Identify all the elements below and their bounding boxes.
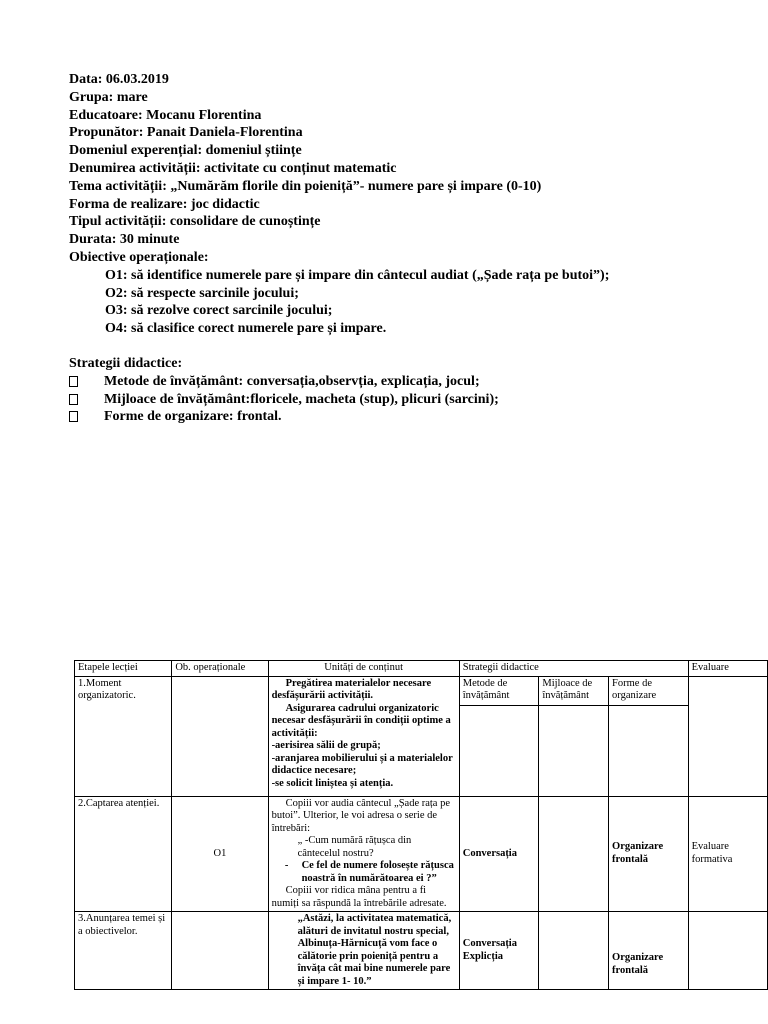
col-header-objectives: Ob. operaționale xyxy=(172,661,268,677)
content-cell: Copiii vor audia cântecul „Șade rața pe butoi”. Ulterior, le voi adresa o serie de întrebări: „ -Cum numără rățușca din cântecelul nostru? - Ce fel de numere folosește rățusca noastră în numărătoarea ei ?” Copiii vor ridica mâna pentru a fi numiți sa răspundă la întrebările adresate. xyxy=(268,796,459,912)
evaluation-cell xyxy=(688,912,767,990)
methods-cell: Conversația xyxy=(459,796,539,912)
group-line: Grupa: mare xyxy=(69,89,148,105)
strategies-title: Strategii didactice: xyxy=(69,355,183,371)
form-line: Forma de realizare: joc didactic xyxy=(69,196,260,212)
strategy-item: Forme de organizare: frontal. xyxy=(69,408,749,426)
col-header-evaluation: Evaluare xyxy=(688,661,767,677)
forms-cell xyxy=(609,705,689,796)
content-cell: Pregătirea materialelor necesare desfășurării activității. Asigurarea cadrului organizatoric necesar desfășurării în condiții optime a activității: -aerisirea sălii de grupă; -aranjarea mobilierului și a materialelor didactice necesare; -se solicit liniștea și atenția. xyxy=(268,676,459,796)
strategy-item: Mijloace de învățământ:floricele, macheta (stup), plicuri (sarcini); xyxy=(69,391,749,409)
means-cell xyxy=(539,912,609,990)
bullet-box-icon xyxy=(69,394,78,405)
bullet-box-icon xyxy=(69,376,78,387)
subheader-methods: Metode de învățământ xyxy=(459,676,539,705)
duration-line: Durata: 30 minute xyxy=(69,232,180,248)
objective-cell xyxy=(172,676,268,796)
activity-name-line: Denumirea activității: activitate cu conținut matematic xyxy=(69,160,397,176)
table-row xyxy=(75,912,768,990)
table-row xyxy=(75,676,768,705)
type-line: Tipul activității: consolidare de cunoștințe xyxy=(69,214,321,230)
subheader-means: Mijloace de învățământ xyxy=(539,676,609,705)
forms-cell: Organizare frontală xyxy=(609,796,689,912)
methods-cell xyxy=(459,705,539,796)
means-cell xyxy=(539,796,609,912)
stage-cell: 1.Moment organizatoric. xyxy=(75,676,172,796)
objectives-title: Obiective operaționale: xyxy=(69,249,209,265)
lesson-plan-table xyxy=(74,660,768,990)
date-line: Data: 06.03.2019 xyxy=(69,72,169,87)
col-header-content-units: Unități de conținut xyxy=(268,661,459,677)
educator-line: Educatoare: Mocanu Florentina xyxy=(69,107,262,123)
theme-line: Tema activității: „Numărăm florile din poieniță”- numere pare și impare (0-10) xyxy=(69,178,542,194)
objective-item: O3: să rezolve corect sarcinile jocului; xyxy=(105,303,333,319)
table-header-row xyxy=(75,661,768,677)
objective-cell xyxy=(172,912,268,990)
stage-cell: 3.Anunțarea temei și a obiectivelor. xyxy=(75,912,172,990)
strategy-item: Metode de învățământ: conversația,observția, explicația, jocul; xyxy=(69,373,749,391)
content-cell: „Astăzi, la activitatea matematică, alături de invitatul nostru special, Albinuța-Hărnicuță vom face o călătorie prin poieniță pentru a învăța cât mai bine numerele pare și impare 1- 10.” xyxy=(268,912,459,990)
subheader-forms: Forme de organizare xyxy=(609,676,689,705)
objective-item: O2: să respecte sarcinile jocului; xyxy=(105,285,299,301)
objective-cell: O1 xyxy=(172,796,268,912)
proposer-line: Propunător: Panait Daniela-Florentina xyxy=(69,125,303,141)
objective-item: O4: să clasifice corect numerele pare și impare. xyxy=(105,321,387,337)
methods-cell: Conversația Explicția xyxy=(459,912,539,990)
means-cell xyxy=(539,705,609,796)
table-row xyxy=(75,796,768,912)
objective-item: O1: să identifice numerele pare și impare din cântecul audiat („Șade rața pe butoi”); xyxy=(105,267,610,283)
evaluation-cell xyxy=(688,676,767,796)
domain-line: Domeniul experențial: domeniul științe xyxy=(69,143,302,159)
col-header-stages: Etapele lecției xyxy=(75,661,172,677)
forms-cell: Organizare frontală xyxy=(609,912,689,990)
col-header-strategies: Strategii didactice xyxy=(459,661,688,677)
stage-cell: 2.Captarea atenției. xyxy=(75,796,172,912)
lesson-header xyxy=(69,71,749,426)
evaluation-cell: Evaluare formativa xyxy=(688,796,767,912)
bullet-box-icon xyxy=(69,411,78,422)
dash-bullet: - xyxy=(284,860,289,871)
